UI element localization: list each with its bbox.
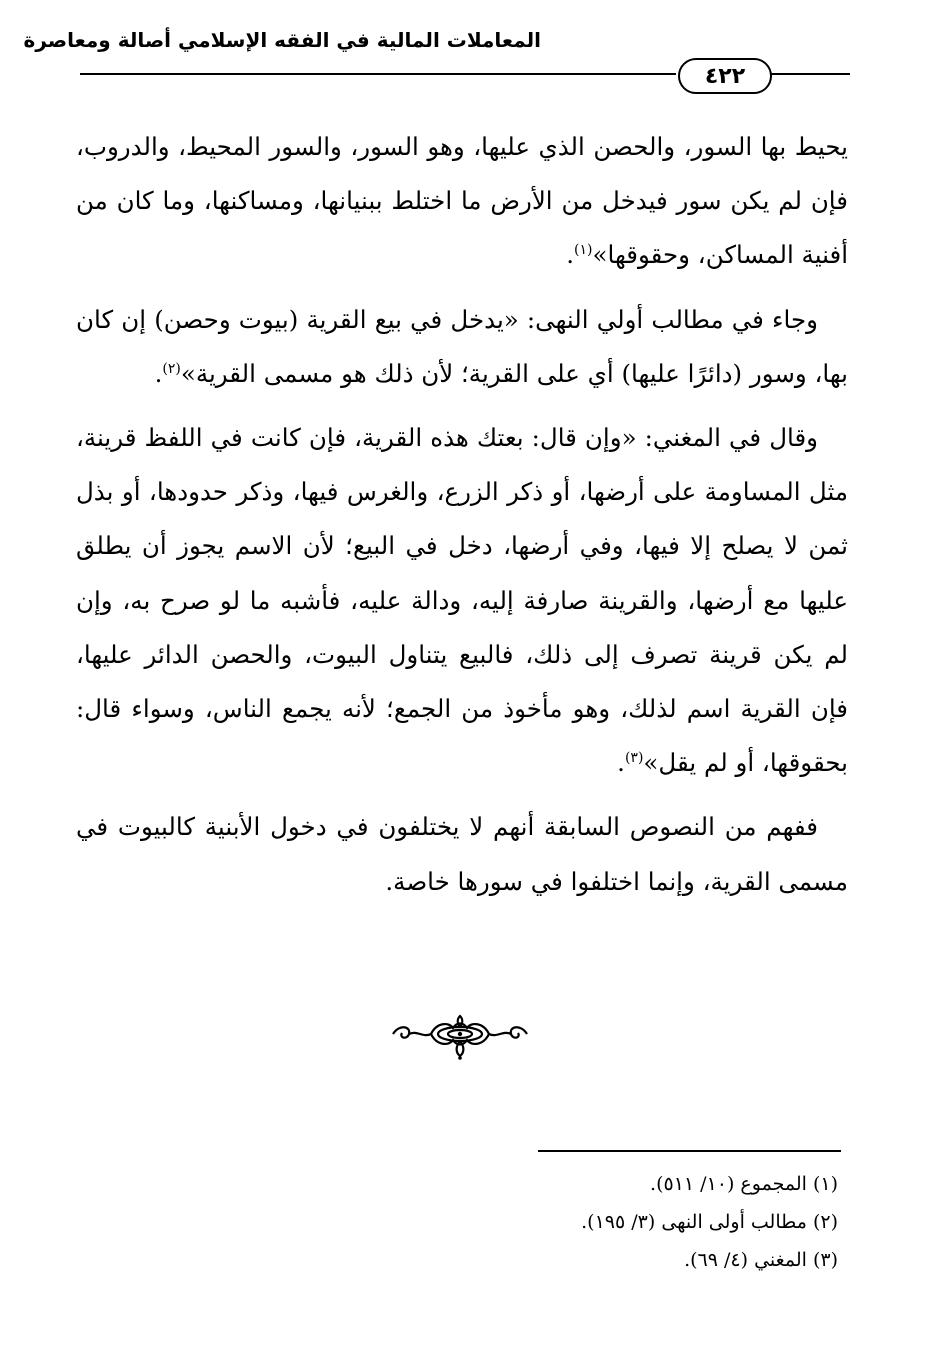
paragraph-text: ففهم من النصوص السابقة أنهم لا يختلفون في دخول الأبنية كالبيوت في مسمى القرية، وإنما اختلفوا في سورها خاصة.	[76, 812, 848, 896]
paragraph-1	[76, 120, 848, 283]
footnote-number: (٣)	[812, 1249, 838, 1271]
footnote-1	[138, 1165, 838, 1203]
paragraph-end: .	[566, 240, 575, 270]
page-number: ٤٢٢	[678, 58, 772, 94]
paragraph-end: .	[617, 748, 625, 778]
paragraph-text: وقال في المغني: «وإن قال: بعتك هذه القرية، فإن كانت في اللفظ قرينة، مثل المساومة على أرضها، أو ذكر الزرع، والغرس فيها، وذكر حدودها، أو بذل ثمن لا يصلح إلا فيها، وفي أرضها، دخل في البيع؛ لأن الاسم يجوز أن يطلق عليها مع أرضها، والقرينة صارفة إليه، ودالة عليه، فأشبه ما لو صرح به، وإن لم يكن قرينة تصرف إلى ذلك، فالبيع يتناول البيوت، والحصن الدائر عليها، فإن القرية اسم لذلك، وهو مأخوذ من الجمع؛ لأنه يجمع الناس، وسواء قال: بحقوقها، أو لم يقل»	[76, 423, 848, 778]
footnote-2	[138, 1203, 838, 1241]
paragraph-end: .	[154, 358, 163, 388]
scroll-flourish-ornament-icon	[385, 1012, 535, 1062]
paragraph-4	[76, 800, 848, 908]
footnote-number: (١)	[812, 1173, 838, 1195]
footnote-3	[138, 1241, 838, 1279]
body-text	[76, 120, 848, 909]
paragraph-text: وجاء في مطالب أولي النهى: «يدخل في بيع القرية (بيوت وحصن) إن كان بها، وسور (دائرًا عليها) أي على القرية؛ لأن ذلك هو مسمى القرية»	[76, 304, 848, 388]
footnote-text: المغني (٤/ ٦٩).	[684, 1249, 807, 1271]
paragraph-text: يحيط بها السور، والحصن الذي عليها، وهو السور، والسور المحيط، والدروب، فإن لم يكن سور فيدخل من الأرض ما اختلط ببنيانها، ومساكنها، وما كان من أفنية المساكن، وحقوقها»	[76, 132, 848, 270]
footnote-separator	[538, 1150, 841, 1152]
footnotes	[138, 1165, 838, 1279]
footnote-ref-1: (١)	[574, 242, 593, 259]
footnote-ref-2: (٢)	[162, 360, 181, 377]
header-rule-left	[770, 73, 850, 75]
running-title: المعاملات المالية في الفقه الإسلامي أصالة ومعاصرة	[23, 28, 541, 52]
footnote-ref-3: (٣)	[624, 750, 644, 767]
paragraph-2	[76, 293, 848, 401]
footnote-text: المجموع (١٠/ ٥١١).	[650, 1173, 807, 1195]
header-rule	[80, 73, 676, 75]
paragraph-3	[76, 411, 848, 790]
footnote-number: (٢)	[812, 1211, 838, 1233]
footnote-text: مطالب أولى النهى (٣/ ١٩٥).	[581, 1211, 807, 1233]
